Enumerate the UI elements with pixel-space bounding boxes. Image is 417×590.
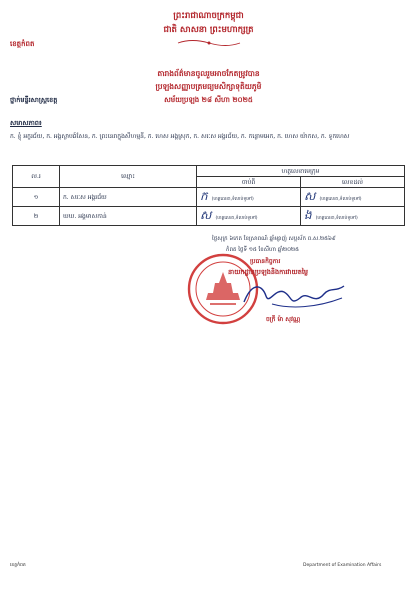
exam-session: សម័យប្រឡង ២៨ សីហា ២០២៥: [164, 96, 253, 104]
start-signature-cell: [197, 188, 301, 207]
handwritten-signature: ង: [304, 208, 312, 222]
lunar-date-line: ថ្ងៃសុក្រ ៦កេត ខែស្រាពណ៍ ឆ្នាំម្សាញ់ សប្តស័ក ព.ស.២៥៦៩: [212, 236, 336, 242]
col-header-end: លេខដល់: [301, 177, 405, 188]
end-signature-cell: [301, 188, 405, 207]
row-number: ១: [13, 188, 60, 207]
department-label: ថ្នាក់មន្ទីរសាស្ត្រខេត្ត: [10, 96, 58, 104]
table-row: [13, 188, 405, 207]
national-motto: ជាតិ សាសនា ព្រះមហាក្សត្រ: [163, 25, 254, 35]
signature-note: (ហត្ថលេខា,ទំលាប់ទូទៅ): [319, 197, 362, 202]
document-title: តារាងព័ត៌មានចូលរួមអាចកែតម្រូវបាន: [157, 69, 260, 78]
col-header-signatures: ហត្ថលេខាមេក្រុម: [197, 166, 405, 177]
signature-note: (ហត្ថលេខា,ទំលាប់ទូទៅ): [215, 216, 258, 221]
handwritten-signature: ក: [200, 189, 208, 203]
province-label: ខេត្តកំពត: [10, 40, 35, 48]
row-name: ក. សរៈស អង្គរជ័យ: [60, 188, 197, 207]
ornament-divider: [176, 38, 242, 48]
handwritten-signature: ស: [304, 189, 316, 203]
official-signature: [238, 276, 354, 312]
col-header-start: ចាប់ពី: [197, 177, 301, 188]
footer-province: ខេត្តកំពត: [10, 563, 26, 568]
signature-table: [12, 165, 405, 226]
signature-note: (ហត្ថលេខា,ទំលាប់ទូទៅ): [211, 197, 254, 202]
end-signature-cell: [301, 207, 405, 226]
stamp-caption: ប្រធានកិច្ចការ: [250, 258, 281, 265]
signature-note: (ហត្ថលេខា,ទំលាប់ទូទៅ): [315, 216, 358, 221]
kingdom-heading: ព្រះរាជាណាចក្រកម្ពុជា: [173, 11, 244, 21]
row-number: ២: [13, 207, 60, 226]
solar-date-line: កំពត ថ្ងៃទី ១៥ ខែសីហា ឆ្នាំ២០២៥: [226, 247, 300, 253]
footer-department: Department of Examination Affairs: [303, 563, 382, 568]
table-row: [13, 207, 405, 226]
department-stamp-title: នាយកដ្ឋានប្រឡងនិងការវាយតម្លៃ: [228, 268, 309, 276]
document-subtitle: ប្រឡងសញ្ញាបត្រមធ្យមសិក្សាទុតិយភូមិ: [155, 82, 262, 91]
row-name: ឃឃ. អង្គមាសកាន់: [60, 207, 197, 226]
participants-heading: សមាសភាព៖: [10, 119, 42, 127]
col-header-name: ឈ្មោះ: [60, 166, 197, 188]
handwritten-signature: ស: [200, 208, 212, 222]
signer-name: ចក្រី ម៉ា សុវណ្ណ: [266, 316, 301, 323]
start-signature-cell: [197, 207, 301, 226]
participants-list: ក. ខ្ញុំ អក្ខរជ័យ, ក. អង្គស្លាបឆ៍សែន, ក. ព្រះនេរាក្នុងសីហម្មនី, ក. ហេស អង្គស្រុក, ក. សរៈស អង្គរជ័យ, ក. កន្លោមអេក, ក. ហេស យ៉ាកស, ក. ទូកហេស: [10, 133, 350, 140]
col-header-no: ល.រ: [13, 166, 60, 188]
